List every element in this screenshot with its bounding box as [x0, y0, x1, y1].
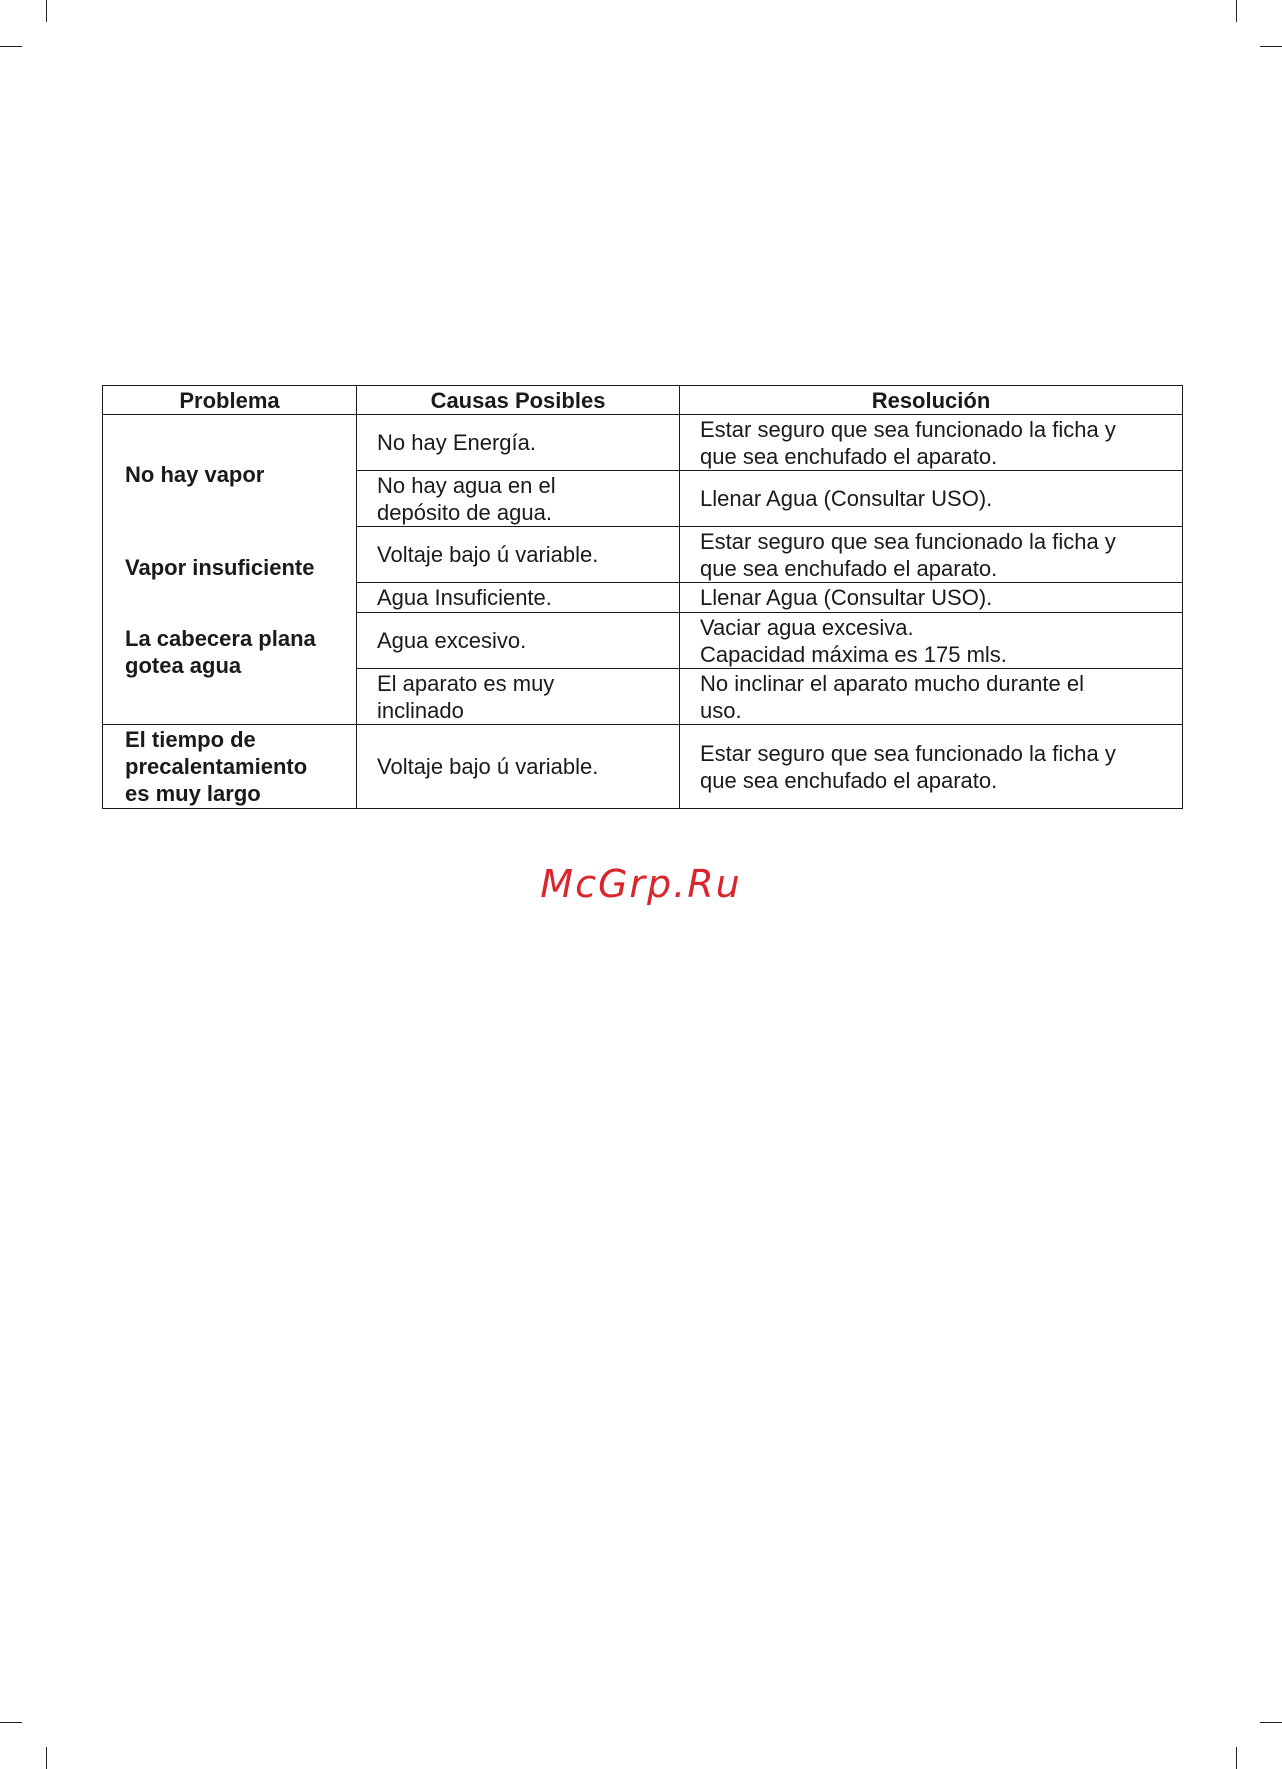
cause-text: Voltaje bajo ú variable.	[377, 754, 599, 779]
troubleshooting-table	[102, 385, 1183, 809]
troubleshooting-table-wrap	[102, 385, 1182, 809]
watermark: McGrp.Ru	[540, 862, 742, 906]
resolution-text: Capacidad máxima es 175 mls.	[700, 641, 1007, 667]
header-resolution: Resolución	[680, 386, 1183, 415]
cause-text: inclinado	[377, 697, 464, 723]
resolution-cell	[680, 669, 1183, 725]
resolution-cell	[680, 725, 1183, 809]
cause-cell	[357, 527, 680, 583]
crop-mark-bottom-left	[46, 1747, 47, 1769]
resolution-cell	[680, 527, 1183, 583]
problem-insufficient-steam: Vapor insuficiente	[125, 554, 315, 580]
cause-text: depósito de agua.	[377, 499, 552, 525]
cause-text: Agua Insuficiente.	[377, 585, 552, 610]
resolution-text: que sea enchufado el aparato.	[700, 443, 998, 469]
cause-text: No hay Energía.	[377, 430, 536, 455]
problem-plate-drips-line2: gotea agua	[125, 652, 242, 678]
problem-group-cell	[103, 415, 357, 725]
crop-mark-bottom-left-h	[0, 1722, 22, 1723]
crop-mark-top-left	[46, 0, 47, 22]
problem-preheat-line3: es muy largo	[125, 781, 261, 806]
problem-preheat-line1: El tiempo de	[125, 727, 256, 752]
cause-text: El aparato es muy	[377, 670, 555, 696]
cause-cell	[357, 471, 680, 527]
cause-cell	[357, 669, 680, 725]
resolution-text: uso.	[700, 697, 742, 723]
table-row	[103, 725, 1183, 809]
header-problem: Problema	[103, 386, 357, 415]
cause-cell	[357, 613, 680, 669]
cause-cell	[357, 725, 680, 809]
crop-mark-top-right	[1236, 0, 1237, 22]
resolution-text: que sea enchufado el aparato.	[700, 767, 998, 793]
table-header-row	[103, 386, 1183, 415]
crop-mark-bottom-right-h	[1260, 1722, 1282, 1723]
crop-mark-top-right-h	[1260, 46, 1282, 47]
problem-no-steam: No hay vapor	[125, 461, 265, 487]
crop-mark-bottom-right	[1236, 1747, 1237, 1769]
resolution-cell	[680, 613, 1183, 669]
resolution-cell	[680, 583, 1183, 613]
cause-text: No hay agua en el	[377, 472, 556, 498]
resolution-text: Estar seguro que sea funcionado la ficha y	[700, 416, 1116, 442]
resolution-text: Estar seguro que sea funcionado la ficha y	[700, 528, 1116, 554]
resolution-cell	[680, 415, 1183, 471]
cause-text: Voltaje bajo ú variable.	[377, 542, 599, 567]
problem-cell	[103, 725, 357, 809]
resolution-text: que sea enchufado el aparato.	[700, 555, 998, 581]
resolution-text: Llenar Agua (Consultar USO).	[700, 585, 993, 610]
cause-cell	[357, 583, 680, 613]
problem-preheat-line2: precalentamiento	[125, 754, 308, 779]
resolution-text: No inclinar el aparato mucho durante el	[700, 670, 1085, 696]
crop-mark-top-left-h	[0, 46, 22, 47]
resolution-text: Vaciar agua excesiva.	[700, 614, 914, 640]
resolution-cell	[680, 471, 1183, 527]
cause-cell	[357, 415, 680, 471]
header-causes: Causas Posibles	[357, 386, 680, 415]
problem-plate-drips-line1: La cabecera plana	[125, 625, 316, 651]
table-row	[103, 415, 1183, 471]
cause-text: Agua excesivo.	[377, 628, 527, 653]
resolution-text: Estar seguro que sea funcionado la ficha y	[700, 740, 1116, 766]
resolution-text: Llenar Agua (Consultar USO).	[700, 486, 993, 511]
